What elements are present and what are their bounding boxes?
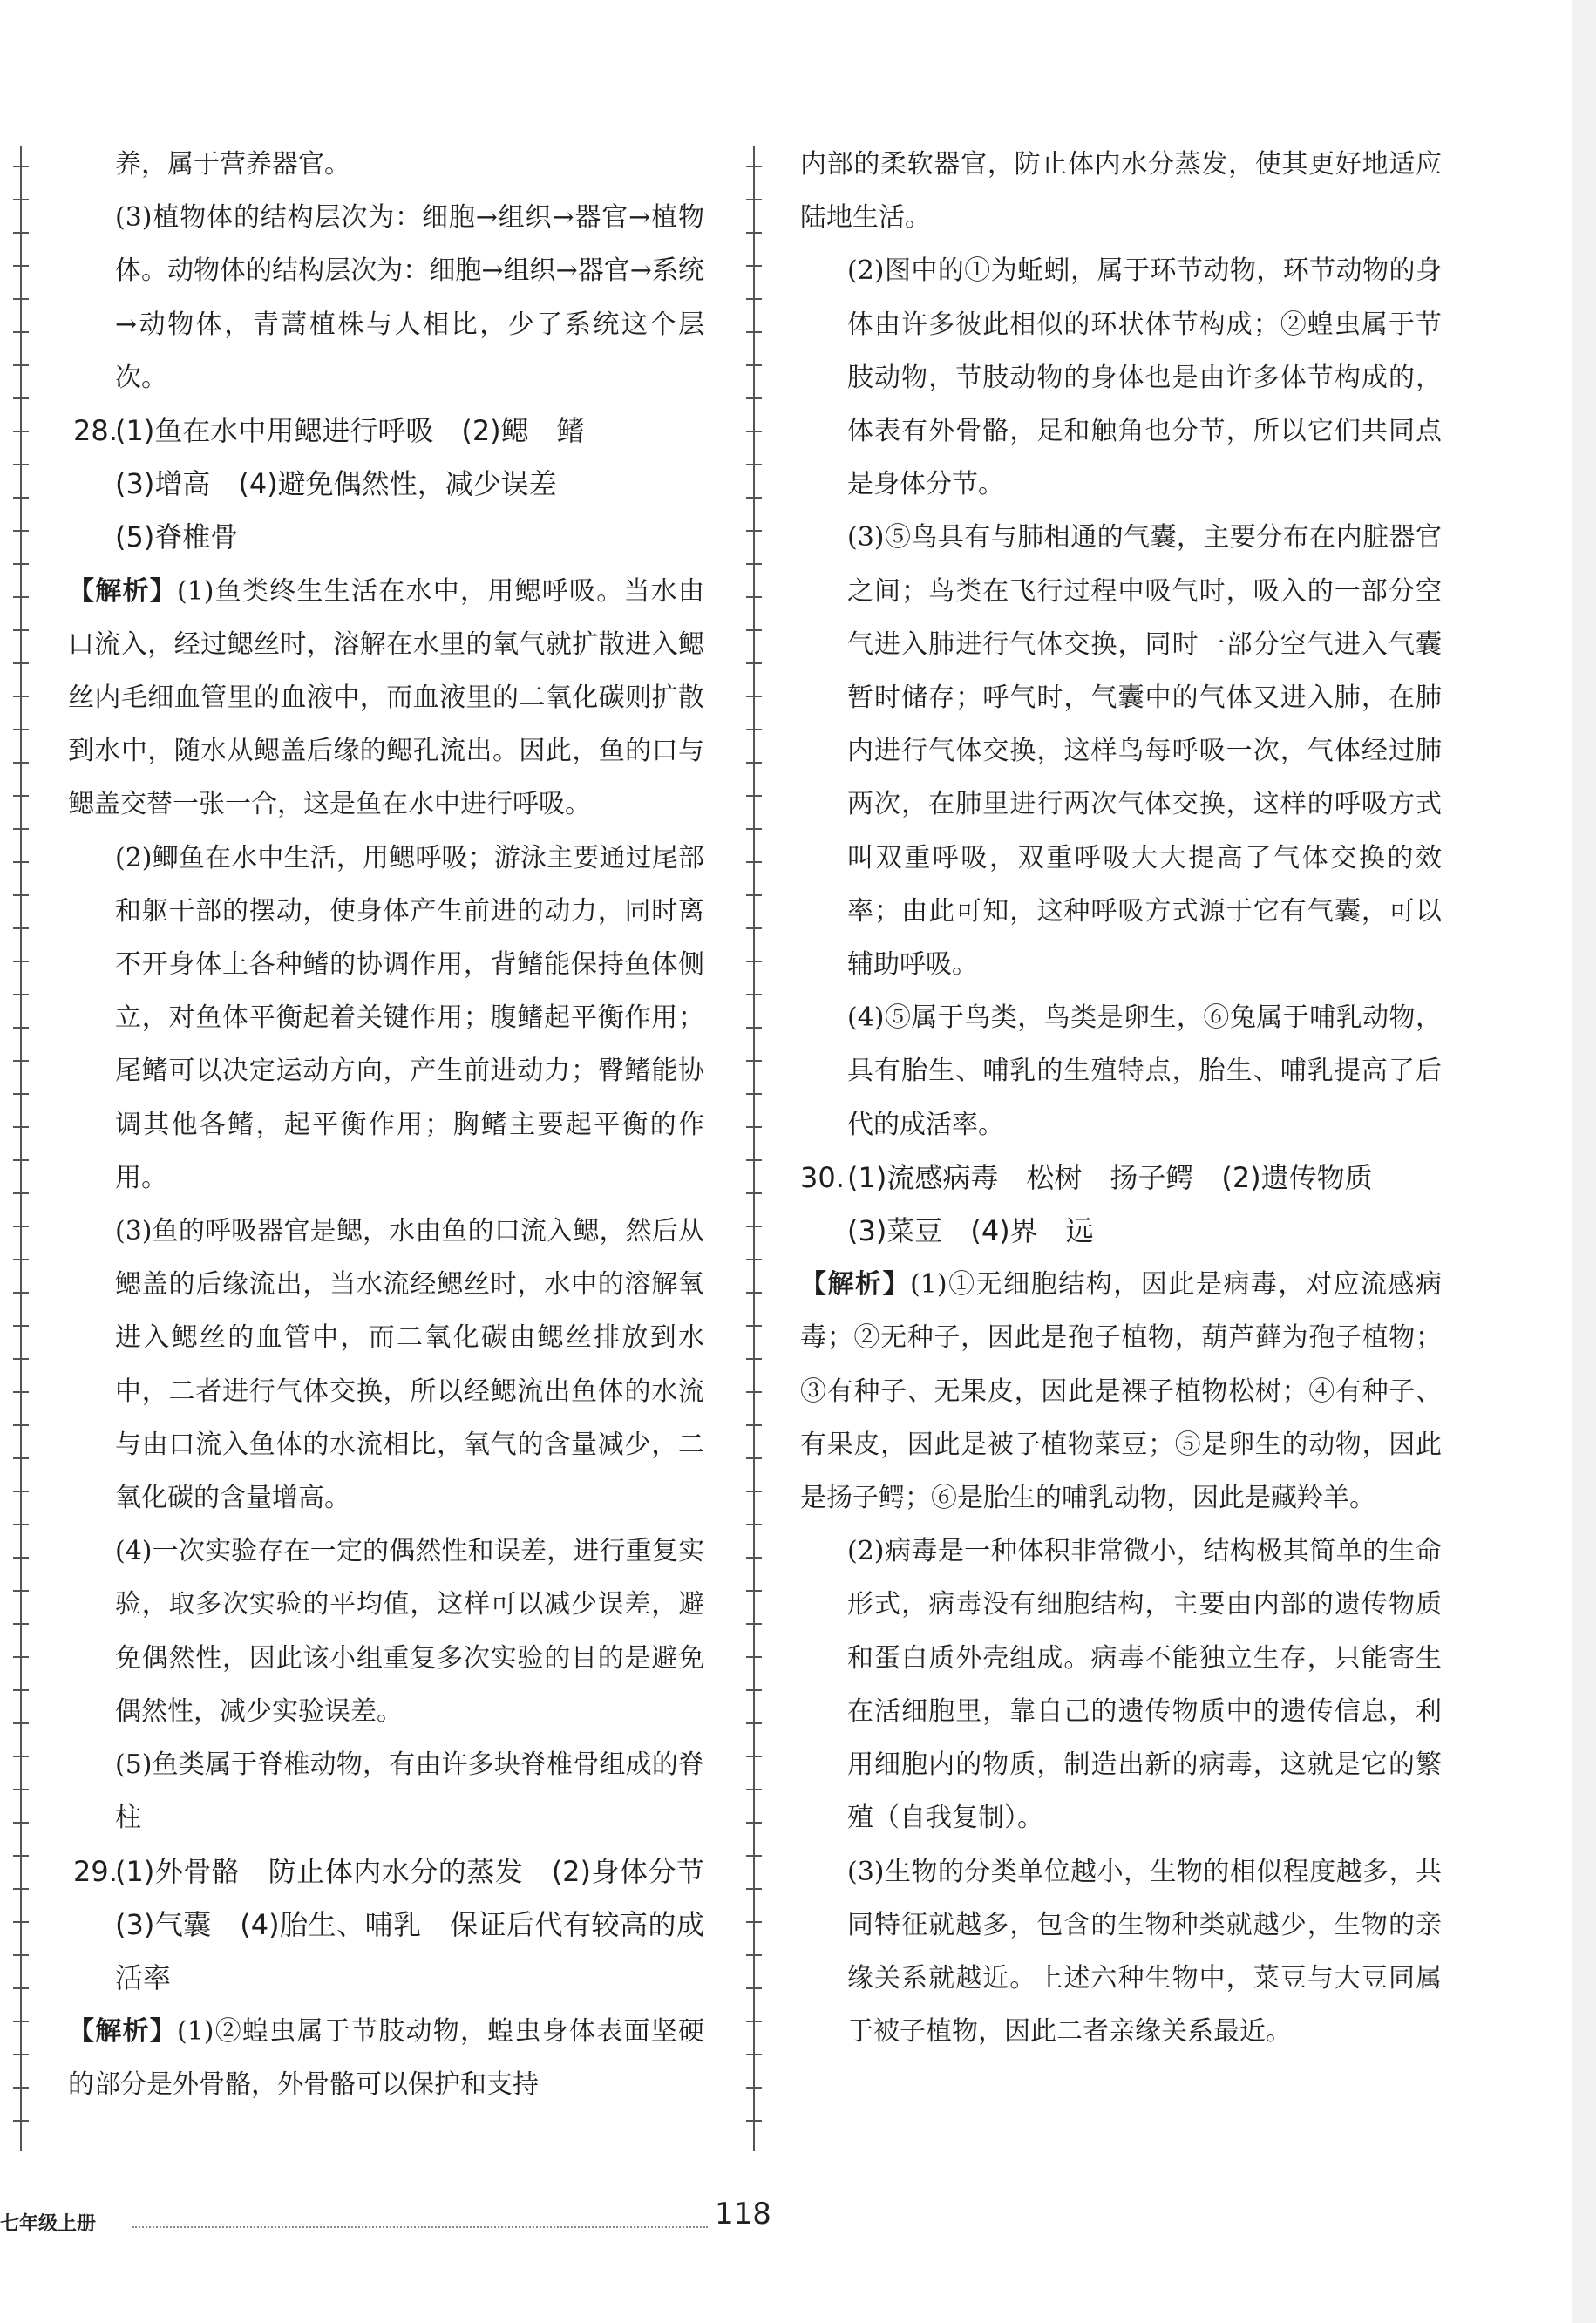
question-29 — [68, 1845, 733, 2112]
explanation-text: 内部的柔软器官，防止体内水分蒸发，使其更好地适应陆地生活。 — [800, 149, 1442, 234]
explanation-text: (1)②蝗虫属于节肢动物，蝗虫身体表面坚硬的部分是外骨骼，外骨骼可以保护和支持 — [68, 2016, 704, 2101]
answer-line: (5)脊椎骨 — [115, 520, 239, 554]
binding-guide-middle — [741, 146, 767, 2151]
explanation-text: (3)鱼的呼吸器官是鳃，水由鱼的口流入鳃，然后从鳃盖的后缘流出，当水流经鳃丝时，水中的溶解氧进入鳃丝的血管中，而二氧化碳由鳃丝排放到水中，二者进行气体交换，所以经鳃流出鱼体的水流与由口流入鱼体的水流相比，氧气的含量减少，二氧化碳的含量增高。 — [115, 1216, 704, 1514]
explanation-text: (3)生物的分类单位越小，生物的相似程度越多，共同特征就越多，包含的生物种类就越少，生物的亲缘关系就越近。上述六种生物中，菜豆与大豆同属于被子植物，因此二者亲缘关系最近。 — [847, 1856, 1442, 2048]
analysis-tag: 【解析】 — [68, 575, 177, 607]
question-number: 30. — [800, 1160, 845, 1194]
question-number: 28. — [73, 414, 118, 448]
answer-line: (1)流感病毒 松树 扬子鳄 (2)遗传物质 — [847, 1160, 1373, 1194]
answer-line: (1)鱼在水中用鳃进行呼吸 (2)鳃 鳍 — [115, 414, 585, 448]
page-edge-strip — [1572, 0, 1596, 2323]
answer-line: (3)增高 (4)避免偶然性，减少误差 — [115, 467, 557, 501]
paragraph-structure-levels: (3)植物体的结构层次为：细胞→组织→器官→植物体。动物体的结构层次为：细胞→组织→器官→系统→动物体，青蒿植株与人相比，少了系统这个层次。 — [115, 202, 704, 393]
explanation-text: (5)鱼类属于脊椎动物，有由许多块脊椎骨组成的脊柱 — [115, 1749, 704, 1834]
explanation-text: (1)鱼类终生生活在水中，用鳃呼吸。当水由口流入，经过鳃丝时，溶解在水里的氧气就扩散进入鳃丝内毛细血管里的血液中，而血液里的二氧化碳则扩散到水中，随水从鳃盖后缘的鳃孔流出。因此，鱼的口与鳃盖交替一张一合，这是鱼在水中进行呼吸。 — [68, 575, 704, 820]
question-28 — [68, 404, 704, 1844]
analysis-tag: 【解析】 — [800, 1269, 911, 1301]
answer-line: (3)菜豆 (4)界 远 — [847, 1214, 1094, 1248]
explanation-text: (4)一次实验存在一定的偶然性和误差，进行重复实验，取多次实验的平均值，这样可以减少误差，避免偶然性，因此该小组重复多次实验的目的是避免偶然性，减少实验误差。 — [115, 1536, 704, 1727]
explanation-text: (2)病毒是一种体积非常微小，结构极其简单的生命形式，病毒没有细胞结构，主要由内部的遗传物质和蛋白质外壳组成。病毒不能独立生存，只能寄生在活细胞里，靠自己的遗传物质中的遗传信息，利用细胞内的物质，制造出新的病毒，这就是它的繁殖（自我复制）。 — [847, 1536, 1442, 1834]
analysis-tag: 【解析】 — [68, 2016, 177, 2048]
binding-guide-left — [8, 146, 34, 2151]
right-column — [800, 138, 1442, 2058]
explanation-text: (1)①无细胞结构，因此是病毒，对应流感病毒；②无种子，因此是孢子植物，葫芦藓为孢子植物；③有种子、无果皮，因此是裸子植物松树；④有种子、有果皮，因此是被子植物菜豆；⑤是卵生的动物，因此是扬子鳄；⑥是胎生的哺乳动物，因此是藏羚羊。 — [800, 1269, 1442, 1514]
answer-line: (1)外骨骼 防止体内水分的蒸发 (2)身体分节 (3)气囊 (4)胎生、哺乳 保证后代有较高的成活率 — [115, 1854, 733, 1994]
footer-dotted-rule — [132, 2226, 708, 2228]
paragraph-continuation: 养，属于营养器官。 — [115, 149, 350, 180]
explanation-text: (2)鲫鱼在水中生活，用鳃呼吸；游泳主要通过尾部和躯干部的摆动，使身体产生前进的动力，同时离不开身体上各种鳍的协调作用，背鳍能保持鱼体侧立，对鱼体平衡起着关键作用；腹鳍起平衡作用；尾鳍可以决定运动方向，产生前进动力；臀鳍能协调其他各鳍，起平衡作用；胸鳍主要起平衡的作用。 — [115, 842, 704, 1193]
question-30 — [800, 1151, 1442, 2058]
left-column — [68, 138, 733, 2112]
page-number: 118 — [715, 2197, 771, 2231]
grade-label: 七年级上册 — [0, 2213, 97, 2235]
question-number: 29. — [73, 1854, 118, 1888]
explanation-text: (2)图中的①为蚯蚓，属于环节动物，环节动物的身体由许多彼此相似的环状体节构成；②蝗虫属于节肢动物，节肢动物的身体也是由许多体节构成的，体表有外骨骼，足和触角也分节，所以它们共同点是身体分节。 — [847, 255, 1442, 500]
explanation-text: (4)⑤属于鸟类，鸟类是卵生，⑥兔属于哺乳动物，具有胎生、哺乳的生殖特点，胎生、哺乳提高了后代的成活率。 — [847, 1002, 1442, 1140]
explanation-text: (3)⑤鸟具有与肺相通的气囊，主要分布在内脏器官之间；鸟类在飞行过程中吸气时，吸入的一部分空气进入肺进行气体交换，同时一部分空气进入气囊暂时储存；呼气时，气囊中的气体又进入肺，在肺内进行气体交换，这样鸟每呼吸一次，气体经过肺两次，在肺里进行两次气体交换，这样的呼吸方式叫双重呼吸，双重呼吸大大提高了气体交换的效率；由此可知，这种呼吸方式源于它有气囊，可以辅助呼吸。 — [847, 522, 1442, 981]
